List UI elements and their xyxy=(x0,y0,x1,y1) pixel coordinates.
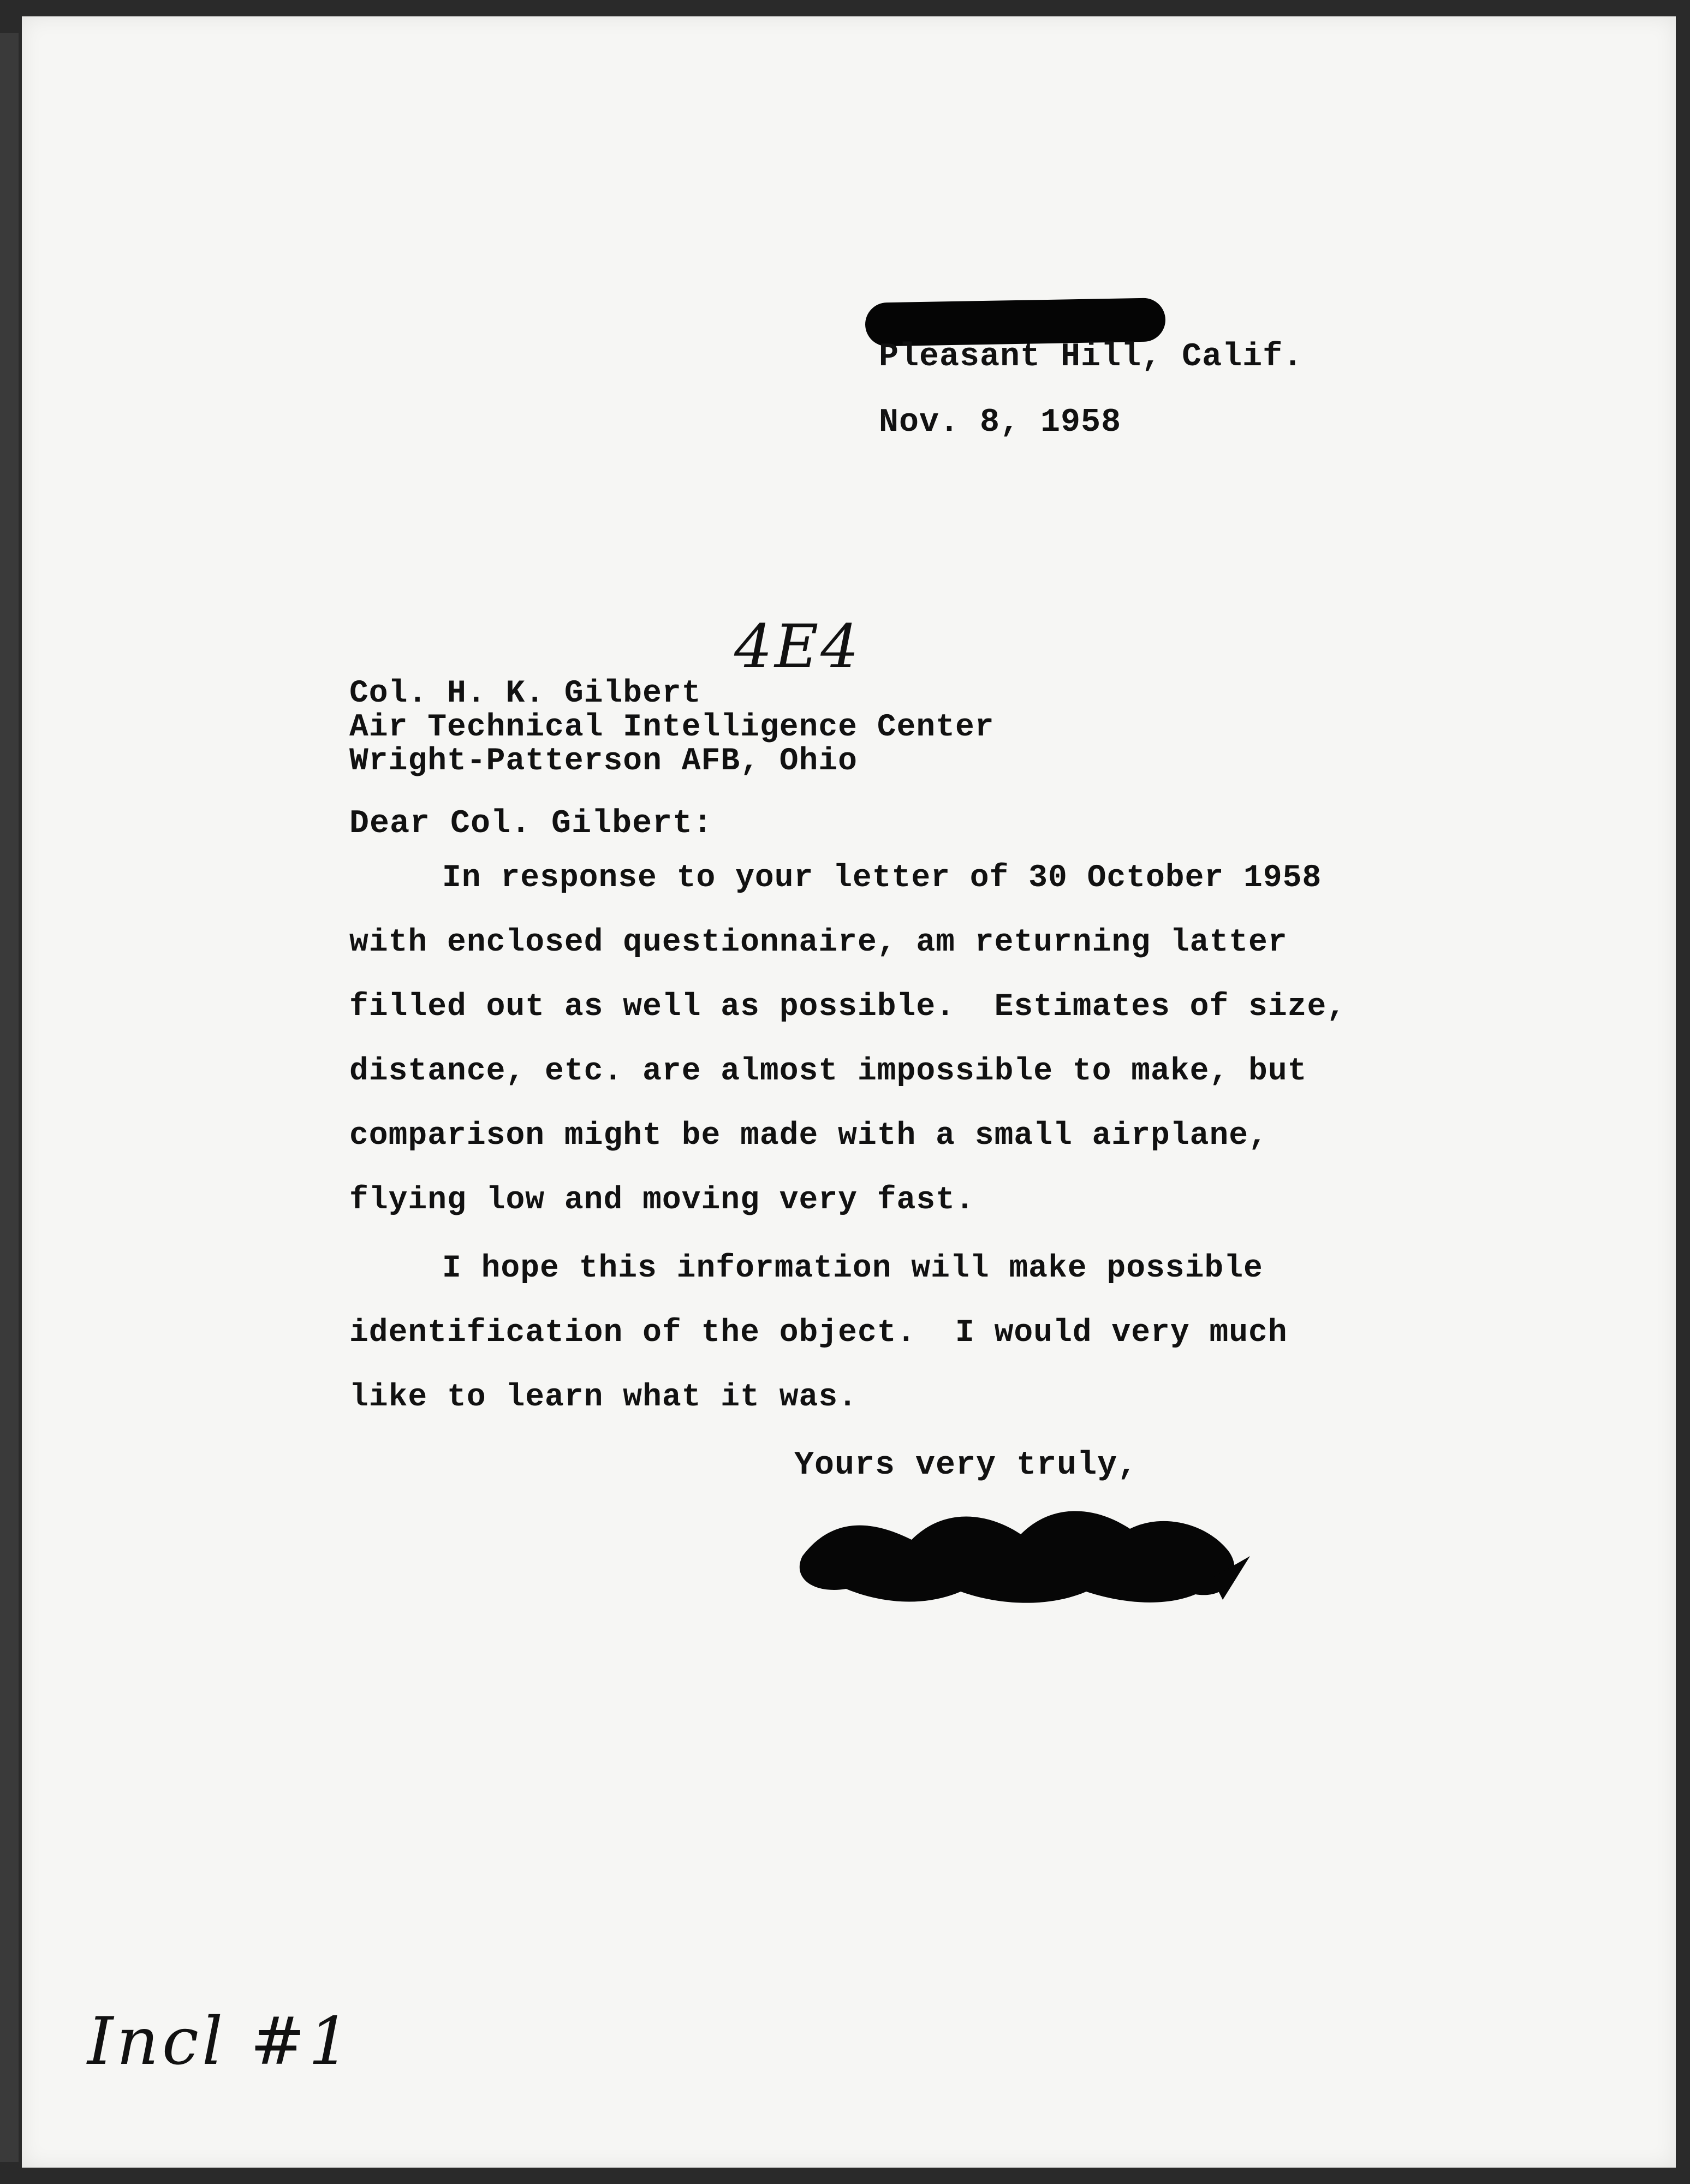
scan-edge xyxy=(0,33,19,2162)
paragraph-line: flying low and moving very fast. xyxy=(349,1183,975,1218)
letter-page xyxy=(22,16,1676,2168)
paragraph-line: distance, etc. are almost impossible to make, but xyxy=(349,1054,1307,1089)
paragraph-line: I hope this information will make possible xyxy=(442,1251,1263,1286)
paragraph-line: with enclosed questionnaire, am returning latter xyxy=(349,925,1288,960)
recipient-name: Col. H. K. Gilbert xyxy=(349,676,701,711)
letter-date: Nov. 8, 1958 xyxy=(879,404,1122,441)
salutation: Dear Col. Gilbert: xyxy=(349,805,713,842)
redaction-signature xyxy=(792,1491,1261,1622)
paragraph-line: identification of the object. I would very much xyxy=(349,1315,1288,1351)
closing: Yours very truly, xyxy=(794,1447,1138,1484)
handwritten-file-mark: 4E4 xyxy=(734,612,861,681)
recipient-org: Air Technical Intelligence Center xyxy=(349,710,995,745)
paragraph-line: like to learn what it was. xyxy=(349,1380,858,1415)
footer-incl-note: Incl #1 xyxy=(87,2004,354,2080)
paragraph-line: comparison might be made with a small airplane, xyxy=(349,1118,1268,1154)
recipient-location: Wright-Patterson AFB, Ohio xyxy=(349,744,858,779)
paragraph-line: filled out as well as possible. Estimates of size, xyxy=(349,989,1347,1025)
paragraph-line: In response to your letter of 30 October 1958 xyxy=(442,860,1322,896)
sender-place: Pleasant Hill, Calif. xyxy=(879,339,1304,376)
